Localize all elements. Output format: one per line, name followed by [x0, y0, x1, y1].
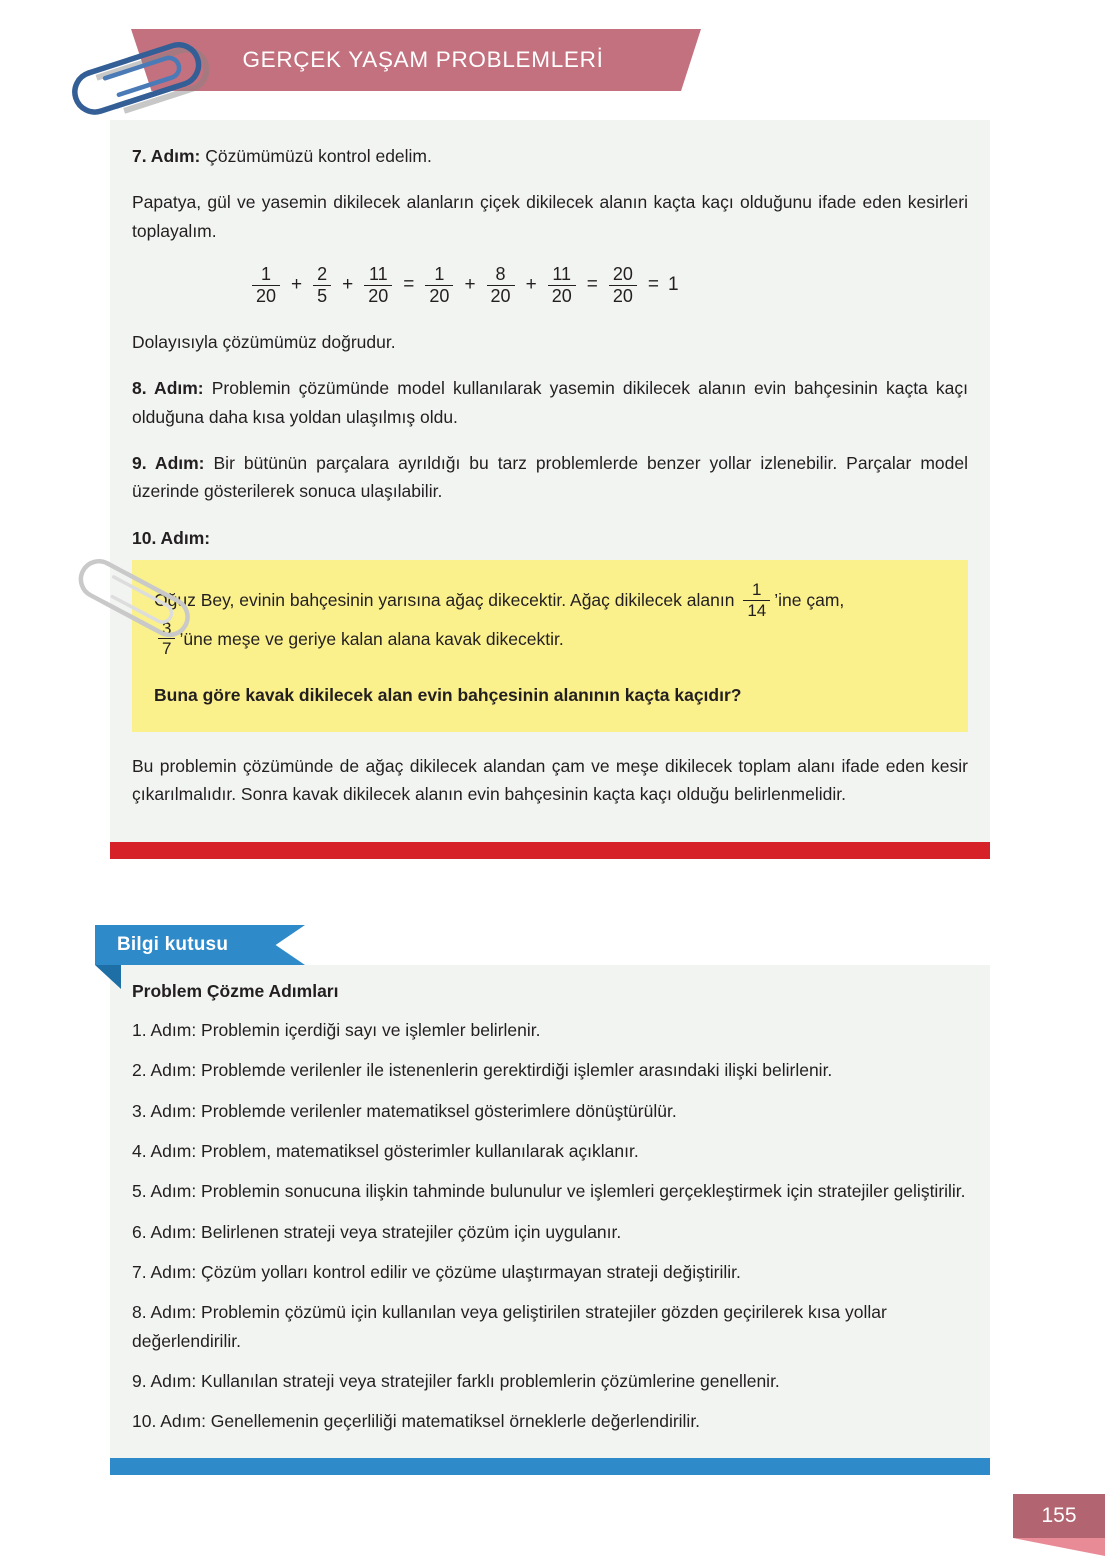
operator-plus-1: + — [291, 274, 303, 296]
fraction-20-20 — [609, 265, 637, 306]
numerator: 11 — [368, 264, 388, 285]
info-box-title: Problem Çözme Adımları — [132, 981, 339, 1001]
operator-equals-3: = — [647, 274, 659, 296]
info-step-1: 1. Adım: Problemin içerdiği sayı ve işlemler belirlenir. — [132, 1020, 541, 1040]
numerator: 8 — [495, 264, 506, 285]
section-divider-blue-bar — [110, 1458, 990, 1475]
info-step-2: 2. Adım: Problemde verilenler ile istenenlerin gerektirdiği işlemler arasındaki ilişki belirlenir. — [132, 1060, 833, 1081]
solution-hint-paragraph: Bu problemin çözümünde de ağaç dikilecek alandan çam ve meşe dikilecek toplam alanı ifade eden kesir çıkarılmalıdır. Sonra kavak dikilecek alanın evin bahçesinin kaçta kaçı olduğu belirlenmelidir. — [132, 755, 968, 804]
conclusion-paragraph: Dolayısıyla çözümümüz doğrudur. — [132, 331, 396, 352]
denominator: 20 — [364, 285, 392, 306]
operator-plus-2: + — [342, 274, 354, 296]
denominator: 7 — [158, 638, 175, 658]
equation-result: 1 — [667, 274, 679, 296]
step-8-label: 8. Adım: — [132, 378, 204, 399]
step-10-paragraph — [132, 524, 968, 552]
step-8-text: Problemin çözümünde model kullanılarak yasemin dikilecek alanın evin bahçesinin kaçta kaçı olduğuna daha kısa yoldan ulaşılmış oldu. — [132, 378, 968, 427]
info-box-card — [110, 965, 990, 1458]
step-7-text: Çözümümüzü kontrol edelim. — [200, 146, 432, 166]
operator-plus-4: + — [525, 274, 537, 296]
step-9-text: Bir bütünün parçalara ayrıldığı bu tarz problemlerde benzer yollar izlenebilir. Parçalar model üzerinde gösterilerek sonuca ulaşılabilir. — [132, 452, 968, 502]
lesson-content-card — [110, 120, 990, 842]
operator-plus-3: + — [464, 274, 476, 296]
intro-paragraph: Papatya, gül ve yasemin dikilecek alanların çiçek dikilecek alanın kaçta kaçı olduğunu ifade eden kesirleri toplayalım. — [132, 192, 968, 241]
problem-question: Buna göre kavak dikilecek alan evin bahçesinin alanının kaçta kaçıdır? — [154, 685, 742, 706]
numerator: 1 — [752, 579, 762, 599]
operator-equals-2: = — [586, 274, 598, 296]
denominator: 5 — [313, 285, 331, 306]
page-number-value: 155 — [1013, 1494, 1105, 1538]
fraction-8-20 — [487, 265, 515, 306]
problem-line-2: ’üne meşe ve geriye kalan alana kavak dikecektir. — [179, 628, 564, 649]
numerator: 11 — [552, 264, 572, 285]
fraction-1-14 — [743, 581, 770, 620]
fraction-1-20-b — [425, 265, 453, 306]
denominator: 20 — [487, 285, 515, 306]
info-step-9: 9. Adım: Kullanılan strateji veya stratejiler farklı problemlerin çözümlerine genellenir. — [132, 1371, 780, 1392]
info-step-6: 6. Adım: Belirlenen strateji veya stratejiler çözüm için uygulanır. — [132, 1221, 622, 1242]
fraction-11-20-b — [548, 265, 576, 306]
ribbon-label: Bilgi kutusu — [117, 934, 229, 955]
fraction-2-5 — [313, 265, 331, 306]
fraction-11-20-a — [364, 265, 392, 306]
info-step-8: 8. Adım: Problemin çözümü için kullanılan veya geliştirilen stratejiler gözden geçirilerek kısa yollar değerlendirilir. — [132, 1302, 887, 1351]
step-9-paragraph — [132, 449, 968, 506]
operator-equals-1: = — [403, 274, 415, 296]
numerator: 1 — [261, 264, 272, 285]
paperclip-icon — [62, 20, 227, 130]
info-step-4: 4. Adım: Problem, matematiksel gösterimler kullanılarak açıklanır. — [132, 1141, 639, 1162]
problem-statement-box — [132, 560, 968, 732]
problem-line-1b: ’ine çam, — [774, 589, 845, 610]
info-box-ribbon — [95, 925, 305, 965]
denominator: 20 — [252, 285, 280, 306]
step-10-label: 10. Adım: — [132, 527, 211, 548]
denominator: 20 — [609, 285, 637, 306]
numerator: 2 — [317, 264, 328, 285]
numerator: 1 — [434, 264, 445, 285]
page-number-tail — [1013, 1538, 1105, 1556]
fraction-equation — [132, 265, 968, 306]
numerator: 20 — [612, 264, 633, 285]
denominator: 20 — [548, 285, 576, 306]
problem-text — [154, 579, 944, 659]
denominator: 20 — [425, 285, 453, 306]
step-7-label: 7. Adım: — [132, 146, 201, 166]
step-8-paragraph — [132, 374, 968, 431]
step-9-label: 9. Adım: — [132, 452, 205, 473]
banner-title: GERÇEK YAŞAM PROBLEMLERİ — [242, 47, 604, 72]
paperclip-icon — [70, 553, 210, 648]
info-step-7: 7. Adım: Çözüm yolları kontrol edilir ve çözüme ulaştırmayan strateji değiştirilir. — [132, 1262, 741, 1283]
info-step-5: 5. Adım: Problemin sonucuna ilişkin tahminde bulunulur ve işlemleri gerçekleştirmek için stratejiler geliştirilir. — [132, 1181, 966, 1202]
info-step-3: 3. Adım: Problemde verilenler matematiksel gösterimlere dönüştürülür. — [132, 1100, 677, 1121]
denominator: 14 — [743, 600, 770, 620]
numerator: 3 — [162, 618, 172, 638]
info-step-10: 10. Adım: Genellemenin geçerliliği matematiksel örneklerle değerlendirilir. — [132, 1411, 701, 1432]
section-divider-red-bar — [110, 842, 990, 859]
problem-line-1a: Oğuz Bey, evinin bahçesinin yarısına ağaç dikecektir. Ağaç dikilecek alanın — [154, 589, 735, 610]
page-number-badge — [1013, 1494, 1105, 1556]
step-7-paragraph — [132, 142, 968, 170]
fraction-1-20-a — [252, 265, 280, 306]
